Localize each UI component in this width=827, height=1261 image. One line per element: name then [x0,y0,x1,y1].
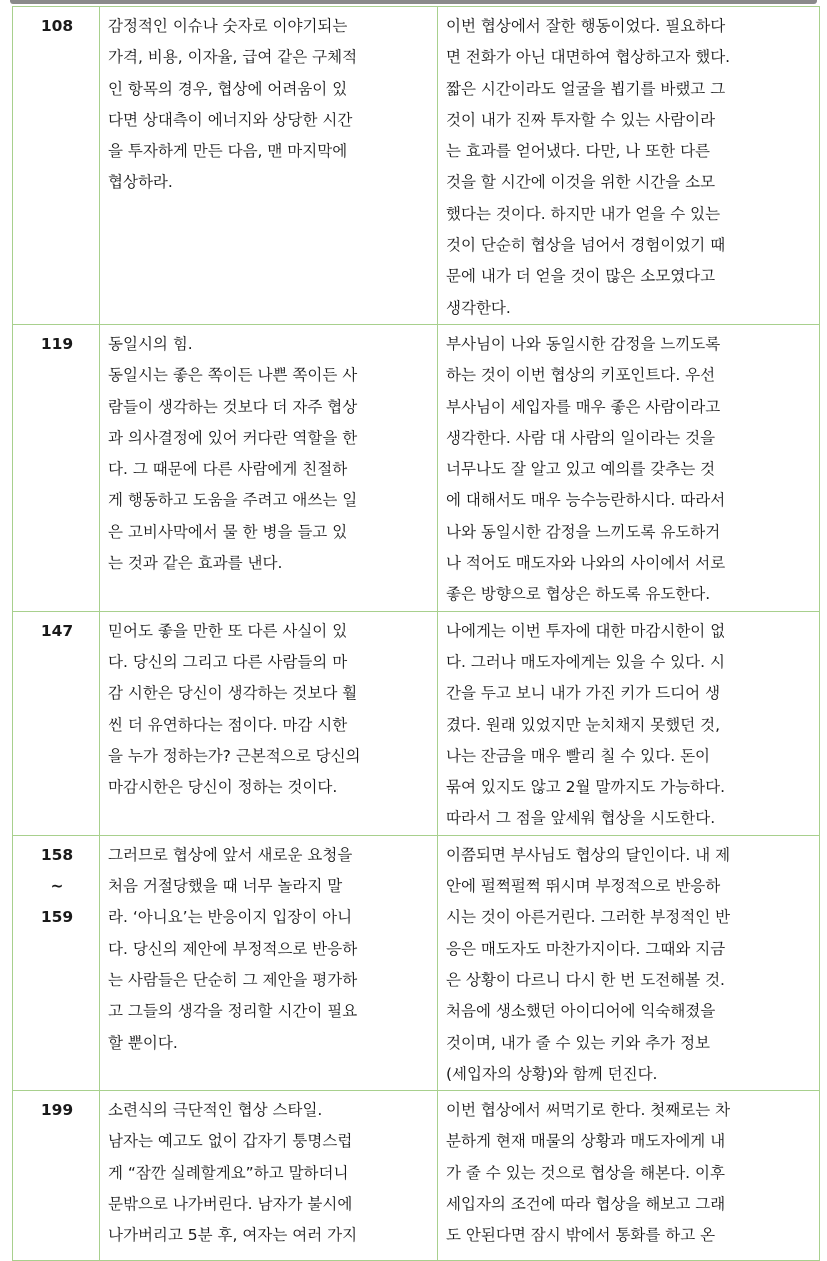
page-number: 159 [40,908,74,927]
note-line: 나 적어도 매도자와 나와의 사이에서 서로 [446,554,726,573]
quote-line: 협상하라. [108,173,173,192]
page-number: ~ [50,877,64,896]
note-line: 분하게 현재 매물의 상황과 매도자에게 내 [446,1132,726,1151]
book-quote-cell [100,324,438,611]
note-line: 나는 잔금을 매우 빨리 칠 수 있다. 돈이 [446,746,711,765]
page-number: 108 [40,17,74,35]
quote-line: 가격, 비용, 이자율, 급여 같은 구체적 [108,48,358,67]
quote-line: 다면 상대측이 에너지와 상당한 시간 [108,110,353,129]
quote-line: 는 것과 같은 효과를 낸다. [108,554,283,573]
quote-line: 게 행동하고 도움을 주려고 애쓰는 일 [108,491,358,510]
note-line: (세입자의 상황)와 함께 던진다. [446,1064,658,1083]
note-line: 가 줄 수 있는 것으로 협상을 해본다. 이후 [446,1163,725,1182]
note-line: 했다는 것이다. 하지만 내가 얻을 수 있는 [446,204,721,223]
reading-notes-table [12,6,820,1261]
quote-line: 할 뿐이다. [108,1033,178,1052]
quote-line: 을 투자하게 만든 다음, 맨 마지막에 [108,142,348,161]
note-line: 나와 동일시한 감정을 느끼도록 유도하거 [446,522,721,541]
personal-note-cell [438,1091,820,1261]
table-row [13,835,820,1090]
personal-note-cell [438,611,820,835]
quote-line: 씬 더 유연하다는 점이다. 마감 시한 [108,715,348,734]
book-quote-cell [100,835,438,1090]
quote-line: 게 “잠깐 실례할게요”하고 말하더니 [108,1163,349,1182]
quote-line: 람들이 생각하는 것보다 더 자주 협상 [108,397,358,416]
note-line: 도 안된다면 잠시 밖에서 통화를 하고 온 [446,1226,716,1245]
personal-note-cell [438,324,820,611]
note-line: 시는 것이 아른거린다. 그러한 부정적인 반 [446,908,731,927]
note-line: 묶여 있지도 않고 2월 말까지도 가능하다. [446,778,725,797]
note-line: 생각한다. [446,298,511,317]
quote-line: 라. ‘아니요’는 반응이지 입장이 아니 [108,908,353,927]
note-line: 생각한다. 사람 대 사람의 일이라는 것을 [446,428,716,447]
page-number-cell [13,324,100,611]
page-number: 158 [40,845,74,864]
quote-line: 믿어도 좋을 만한 또 다른 사실이 있 [108,621,348,640]
note-line: 응은 매도자도 마찬가지이다. 그때와 지금 [446,939,726,958]
quote-line: 마감시한은 당신이 정하는 것이다. [108,778,338,797]
note-line: 짧은 시간이라도 얼굴을 뵙기를 바랬고 그 [446,79,726,98]
book-quote-cell [100,7,438,325]
note-line: 좋은 방향으로 협상은 하도록 유도한다. [446,585,711,604]
page-number-cell [13,611,100,835]
quote-line: 감정적인 이슈나 숫자로 이야기되는 [108,17,348,35]
quote-line: 나가버리고 5분 후, 여자는 여러 가지 [108,1226,358,1245]
page-number: 147 [40,621,74,640]
table-row [13,324,820,611]
quote-line: 감 시한은 당신이 생각하는 것보다 훨 [108,684,358,703]
note-line: 은 상황이 다르니 다시 한 번 도전해볼 것. [446,970,725,989]
note-line: 는 효과를 얻어냈다. 다만, 나 또한 다른 [446,142,711,161]
table-row [13,611,820,835]
quote-line: 다. 그 때문에 다른 사람에게 친절하 [108,460,348,479]
quote-line: 남자는 예고도 없이 갑자기 퉁명스럽 [108,1132,353,1151]
personal-note-cell [438,7,820,325]
note-line: 것을 할 시간에 이것을 위한 시간을 소모 [446,173,716,192]
quote-line: 처음 거절당했을 때 너무 놀라지 말 [108,877,343,896]
quote-line: 동일시는 좋은 쪽이든 나쁜 쪽이든 사 [108,366,358,385]
page-number-cell [13,7,100,325]
note-line: 이번 협상에서 잘한 행동이었다. 필요하다 [446,17,726,35]
page-number: 199 [40,1101,74,1120]
personal-note-cell [438,835,820,1090]
book-quote-cell [100,611,438,835]
quote-line: 인 항목의 경우, 협상에 어려움이 있 [108,79,348,98]
note-line: 것이 내가 진짜 투자할 수 있는 사람이라 [446,110,716,129]
note-line: 이번 협상에서 써먹기로 한다. 첫째로는 차 [446,1101,731,1120]
quote-line: 과 의사결정에 있어 커다란 역할을 한 [108,428,358,447]
table-row [13,1091,820,1261]
note-line: 에 대해서도 매우 능수능란하시다. 따라서 [446,491,726,510]
note-line: 것이 단순히 협상을 넘어서 경험이었기 때 [446,236,726,255]
note-line: 문에 내가 더 얻을 것이 많은 소모였다고 [446,267,716,286]
note-line: 안에 펄쩍펄쩍 뛰시며 부정적으로 반응하 [446,877,721,896]
note-line: 너무나도 잘 알고 있고 예의를 갖추는 것 [446,460,716,479]
quote-line: 는 사람들은 단순히 그 제안을 평가하 [108,970,358,989]
quote-line: 고 그들의 생각을 정리할 시간이 필요 [108,1002,358,1021]
note-line: 면 전화가 아닌 대면하여 협상하고자 했다. [446,48,731,67]
note-line: 것이며, 내가 줄 수 있는 키와 추가 정보 [446,1033,711,1052]
note-line: 부사님이 나와 동일시한 감정을 느끼도록 [446,334,721,353]
page-number: 119 [40,334,74,353]
note-line: 간을 두고 보니 내가 가진 키가 드디어 생 [446,684,721,703]
quote-line: 을 누가 정하는가? 근본적으로 당신의 [108,746,361,765]
note-line: 세입자의 조건에 따라 협상을 해보고 그래 [446,1194,726,1213]
quote-line: 다. 당신의 그리고 다른 사람들의 마 [108,652,348,671]
note-line: 다. 그러나 매도자에게는 있을 수 있다. 시 [446,652,725,671]
note-line: 나에게는 이번 투자에 대한 마감시한이 없 [446,621,726,640]
note-line: 부사님이 세입자를 매우 좋은 사람이라고 [446,397,721,416]
quote-line: 그러므로 협상에 앞서 새로운 요청을 [108,845,353,864]
page-number-cell [13,1091,100,1261]
note-line: 하는 것이 이번 협상의 키포인트다. 우선 [446,366,716,385]
note-line: 처음에 생소했던 아이디어에 익숙해졌을 [446,1002,716,1021]
top-border [10,0,817,4]
note-line: 이쯤되면 부사님도 협상의 달인이다. 내 제 [446,845,731,864]
quote-line: 은 고비사막에서 물 한 병을 들고 있 [108,522,348,541]
table-row [13,7,820,325]
quote-line: 다. 당신의 제안에 부정적으로 반응하 [108,939,358,958]
quote-line: 문밖으로 나가버린다. 남자가 불시에 [108,1194,353,1213]
quote-line: 동일시의 힘. [108,334,193,353]
book-quote-cell [100,1091,438,1261]
note-line: 겼다. 원래 있었지만 눈치채지 못했던 것, [446,715,721,734]
note-line: 따라서 그 점을 앞세워 협상을 시도한다. [446,809,716,828]
quote-line: 소련식의 극단적인 협상 스타일. [108,1101,323,1120]
page-number-cell [13,835,100,1090]
